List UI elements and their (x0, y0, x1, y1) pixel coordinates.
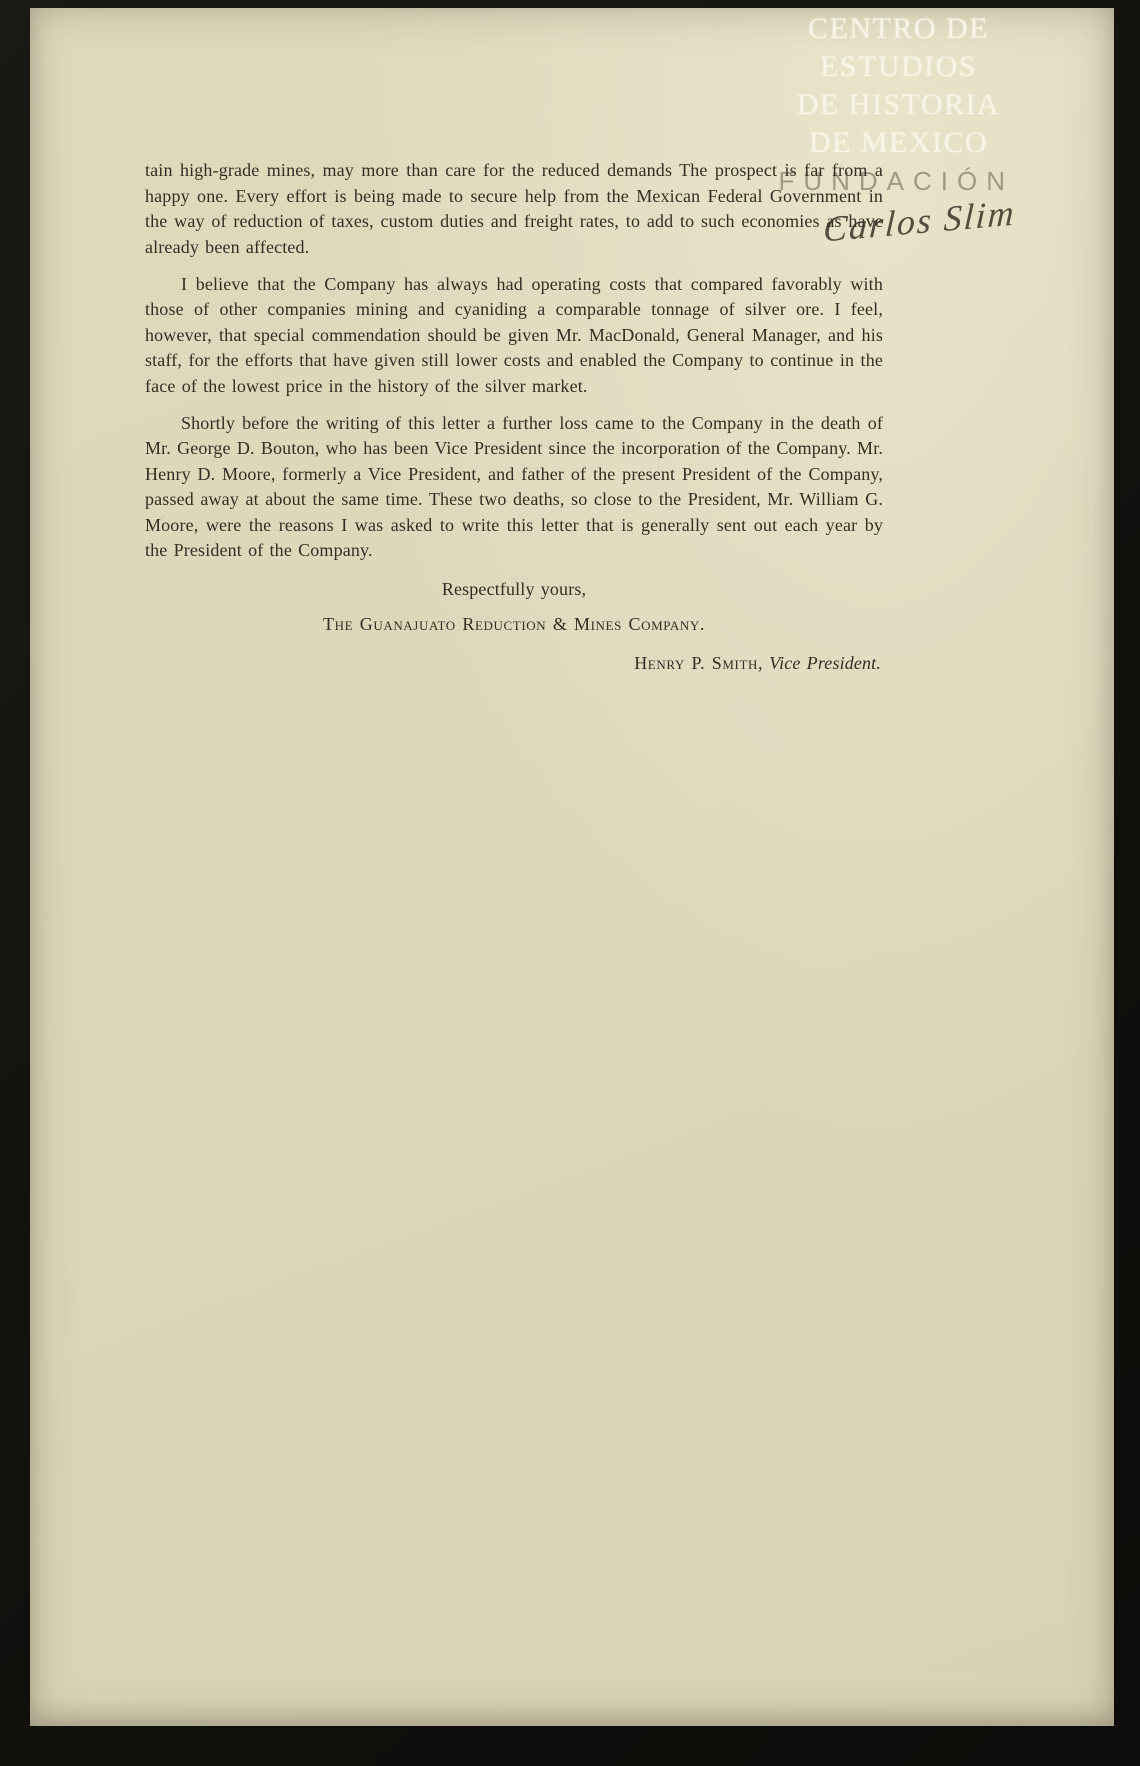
foundation-watermark: FUNDACIÓN (778, 166, 1014, 196)
signer-title: Vice President. (769, 652, 881, 673)
signature-watermark: Carlos Slim (822, 192, 1017, 250)
signer-line (145, 651, 883, 677)
closing-salutation: Respectfully yours, (441, 578, 587, 599)
signer-name: Henry P. Smith, (634, 652, 764, 673)
letter-paragraph: Shortly before the writing of this letter a further loss came to the Company in the death of Mr. George D. Bouton, who has been Vice President since the incorporation of the Company. Mr. Henry D. Moore, formerly a Vice President, and father of the present President of the Company, passed away at about the same time. These two deaths, so close to the President, Mr. William G. Moore, were the reasons I was asked to write this letter that is generally sent out each year by the President of the Company. (145, 412, 883, 560)
watermark-line: DE HISTORIA (796, 88, 1001, 121)
company-name: The Guanajuato Reduction & Mines Company. (323, 614, 705, 634)
archive-watermark (791, 10, 1006, 162)
watermark-line: ESTUDIOS (819, 50, 977, 83)
letter-paragraph: tain high-grade mines, may more than care for the reduced demands The prospect is far from a happy one. Every effort is being made to secure help from the Mexican Federal Government in the way of reduction of taxes, custom duties and freight rates, to add to such economies as have already been affected. (145, 160, 883, 257)
letter-body (145, 158, 883, 676)
watermark-line: DE MEXICO (808, 126, 989, 159)
watermark-line: CENTRO DE (808, 12, 989, 45)
document-page (30, 8, 1114, 1726)
letter-paragraph: I believe that the Company has always had operating costs that compared favorably with those of other companies mining and cyaniding a comparable tonnage of silver ore. I feel, however, that special commendation should be given Mr. MacDonald, General Manager, and his staff, for the efforts that have given still lower costs and enabled the Company to continue in the face of the lowest price in the history of the silver market. (145, 273, 883, 396)
